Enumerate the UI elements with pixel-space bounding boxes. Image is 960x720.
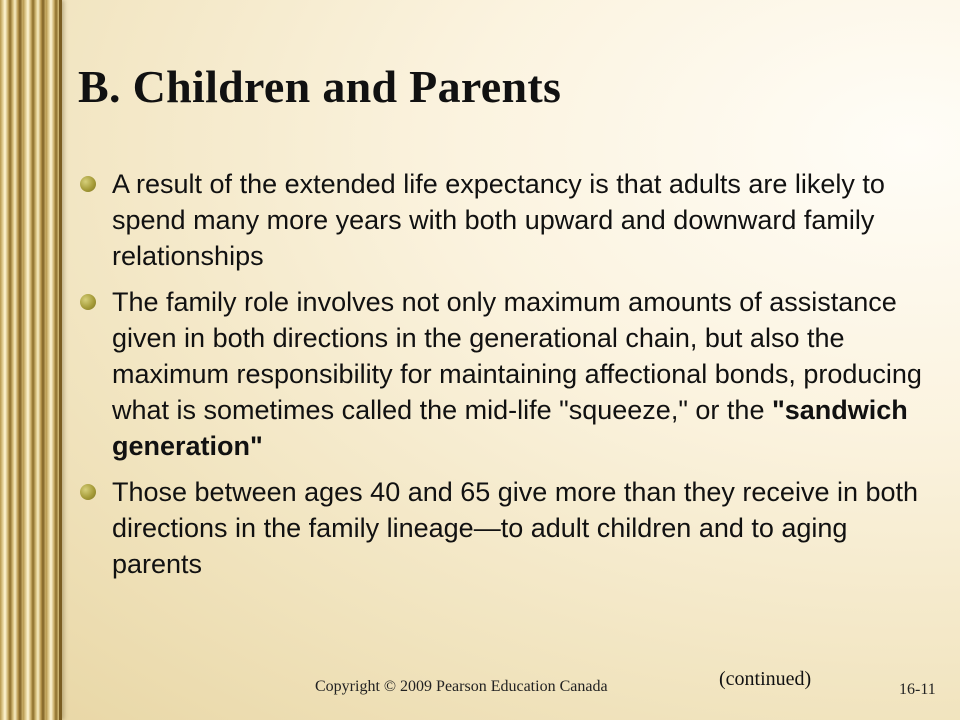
decorative-gold-border [0,0,62,720]
copyright-footer: Copyright © 2009 Pearson Education Canada [315,678,608,695]
bullet-item [78,474,928,582]
bullet-list [78,166,928,592]
bullet-text: Those between ages 40 and 65 give more than they receive in both directions in the family lineage—to adult children and to aging parents [112,477,919,579]
bullet-dot-icon [80,294,96,310]
bullet-item [78,166,928,274]
bullet-text: A result of the extended life expectancy is that adults are likely to spend many more years with both upward and downward family relationships [112,169,885,271]
bullet-dot-icon [80,176,96,192]
continued-note: (continued) [719,668,812,690]
bullet-item [78,284,928,464]
slide-number: 16-11 [899,681,936,698]
slide-title: B. Children and Parents [78,61,562,112]
bullet-text: The family role involves not only maximum amounts of assistance given in both directions in the generational chain, but also the maximum responsibility for maintaining affectional bonds, producing what is sometimes called the mid-life "squeeze," or the [112,287,922,425]
bullet-emphasis: "sandwich generation" [112,395,908,461]
bullet-dot-icon [80,484,96,500]
